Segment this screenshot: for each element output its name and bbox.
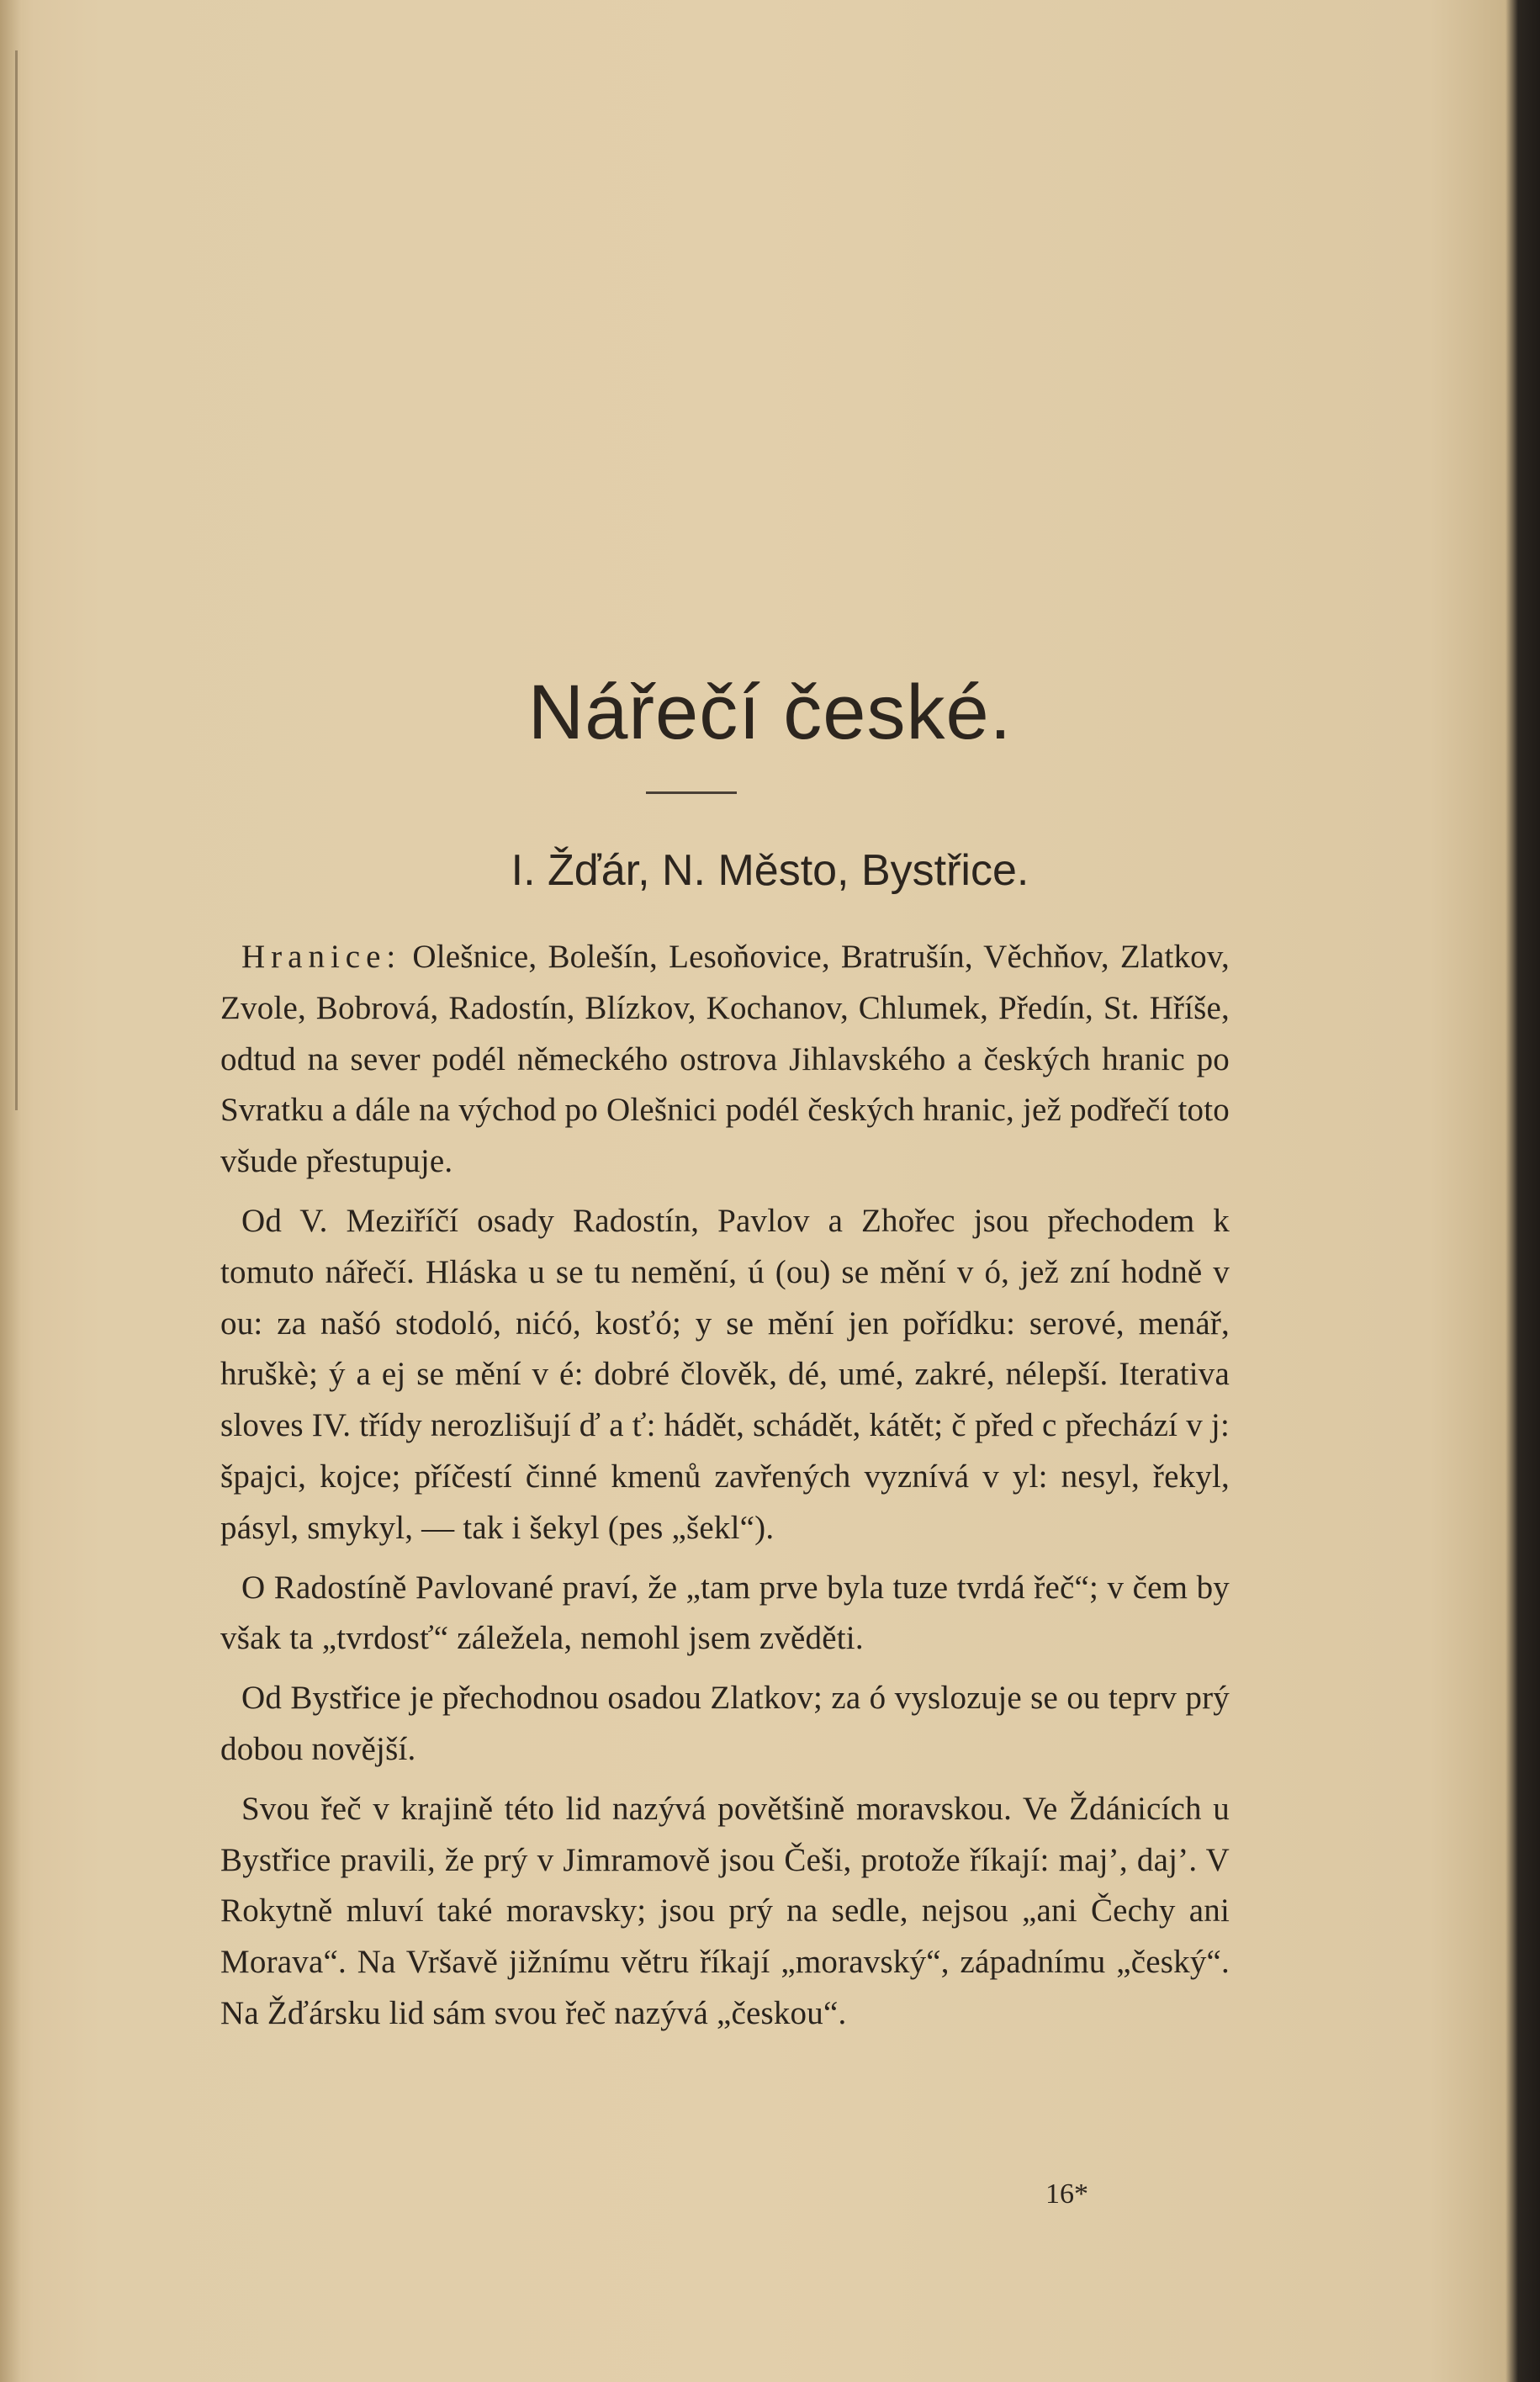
paragraph-3: O Radostíně Pavlované praví, že „tam prve byla tuze tvrdá řeč“; v čem by však ta „tvrdosť“ záležela, nemohl jsem zvěděti. bbox=[220, 1569, 1230, 1657]
page-title: Nářečí české. bbox=[527, 670, 1013, 755]
paragraph-1-lead: Hranice: bbox=[241, 939, 402, 975]
paragraph-2: Od V. Meziříčí osady Radostín, Pavlov a Zhořec jsou přechodem k tomuto nářečí. Hláska u se tu nemění, ú (ou) se mění v ó, jež zní hodně v ou: za našó stodoló, nićó, kosťó; y se mění jen pořídku: serové, menář, hruškè; ý a ej se mění v é: dobré člověk, dé, umé, zakré, nélepší. Iterativa sloves IV. třídy nerozlišují ď a ť: hádět, schádět, kátět; č před c přechází v j: špajci, kojce; příčestí činné kmenů zavřených vyznívá v yl: nesyl, řekyl, pásyl, smykyl, — tak i šekyl (pes „šekl“). bbox=[220, 1202, 1230, 1546]
binding-edge-line bbox=[15, 50, 18, 1110]
paragraph-1 bbox=[220, 932, 1230, 1188]
paragraph-1-text: Olešnice, Bolešín, Lesoňovice, Bratrušín, Věchňov, Zlatkov, Zvole, Bobrová, Radostín, Blízkov, Kochanov, Chlumek, Předín, St. Hříše, odtud na sever podél německého ostrova Jihlavského a českých hranic po Svratku a dále na východ po Olešnici podél českých hranic, jež podřečí toto všude přestupuje. bbox=[220, 939, 1230, 1180]
body-text bbox=[220, 932, 1230, 2048]
paragraph-4: Od Bystřice je přechodnou osadou Zlatkov; za ó vyslozuje se ou teprv prý dobou novější. bbox=[220, 1680, 1230, 1767]
title-rule bbox=[646, 791, 737, 794]
binding-shadow bbox=[0, 0, 22, 2382]
paragraph-5: Svou řeč v krajině této lid nazývá povětšině moravskou. Ve Ždánicích u Bystřice pravili, že prý v Jimramově jsou Češi, protože říkají: maj’, daj’. V Rokytně mluví také moravsky; jsou prý na sedle, nejsou „ani Čechy ani Morava“. Na Vršavě jižnímu větru říkají „moravský“, západnímu „český“. Na Žďársku lid sám svou řeč nazývá „českou“. bbox=[220, 1790, 1230, 2031]
section-heading: I. Žďár, N. Město, Bystřice. bbox=[511, 846, 1029, 895]
folio-mark: 16* bbox=[1045, 2178, 1088, 2210]
